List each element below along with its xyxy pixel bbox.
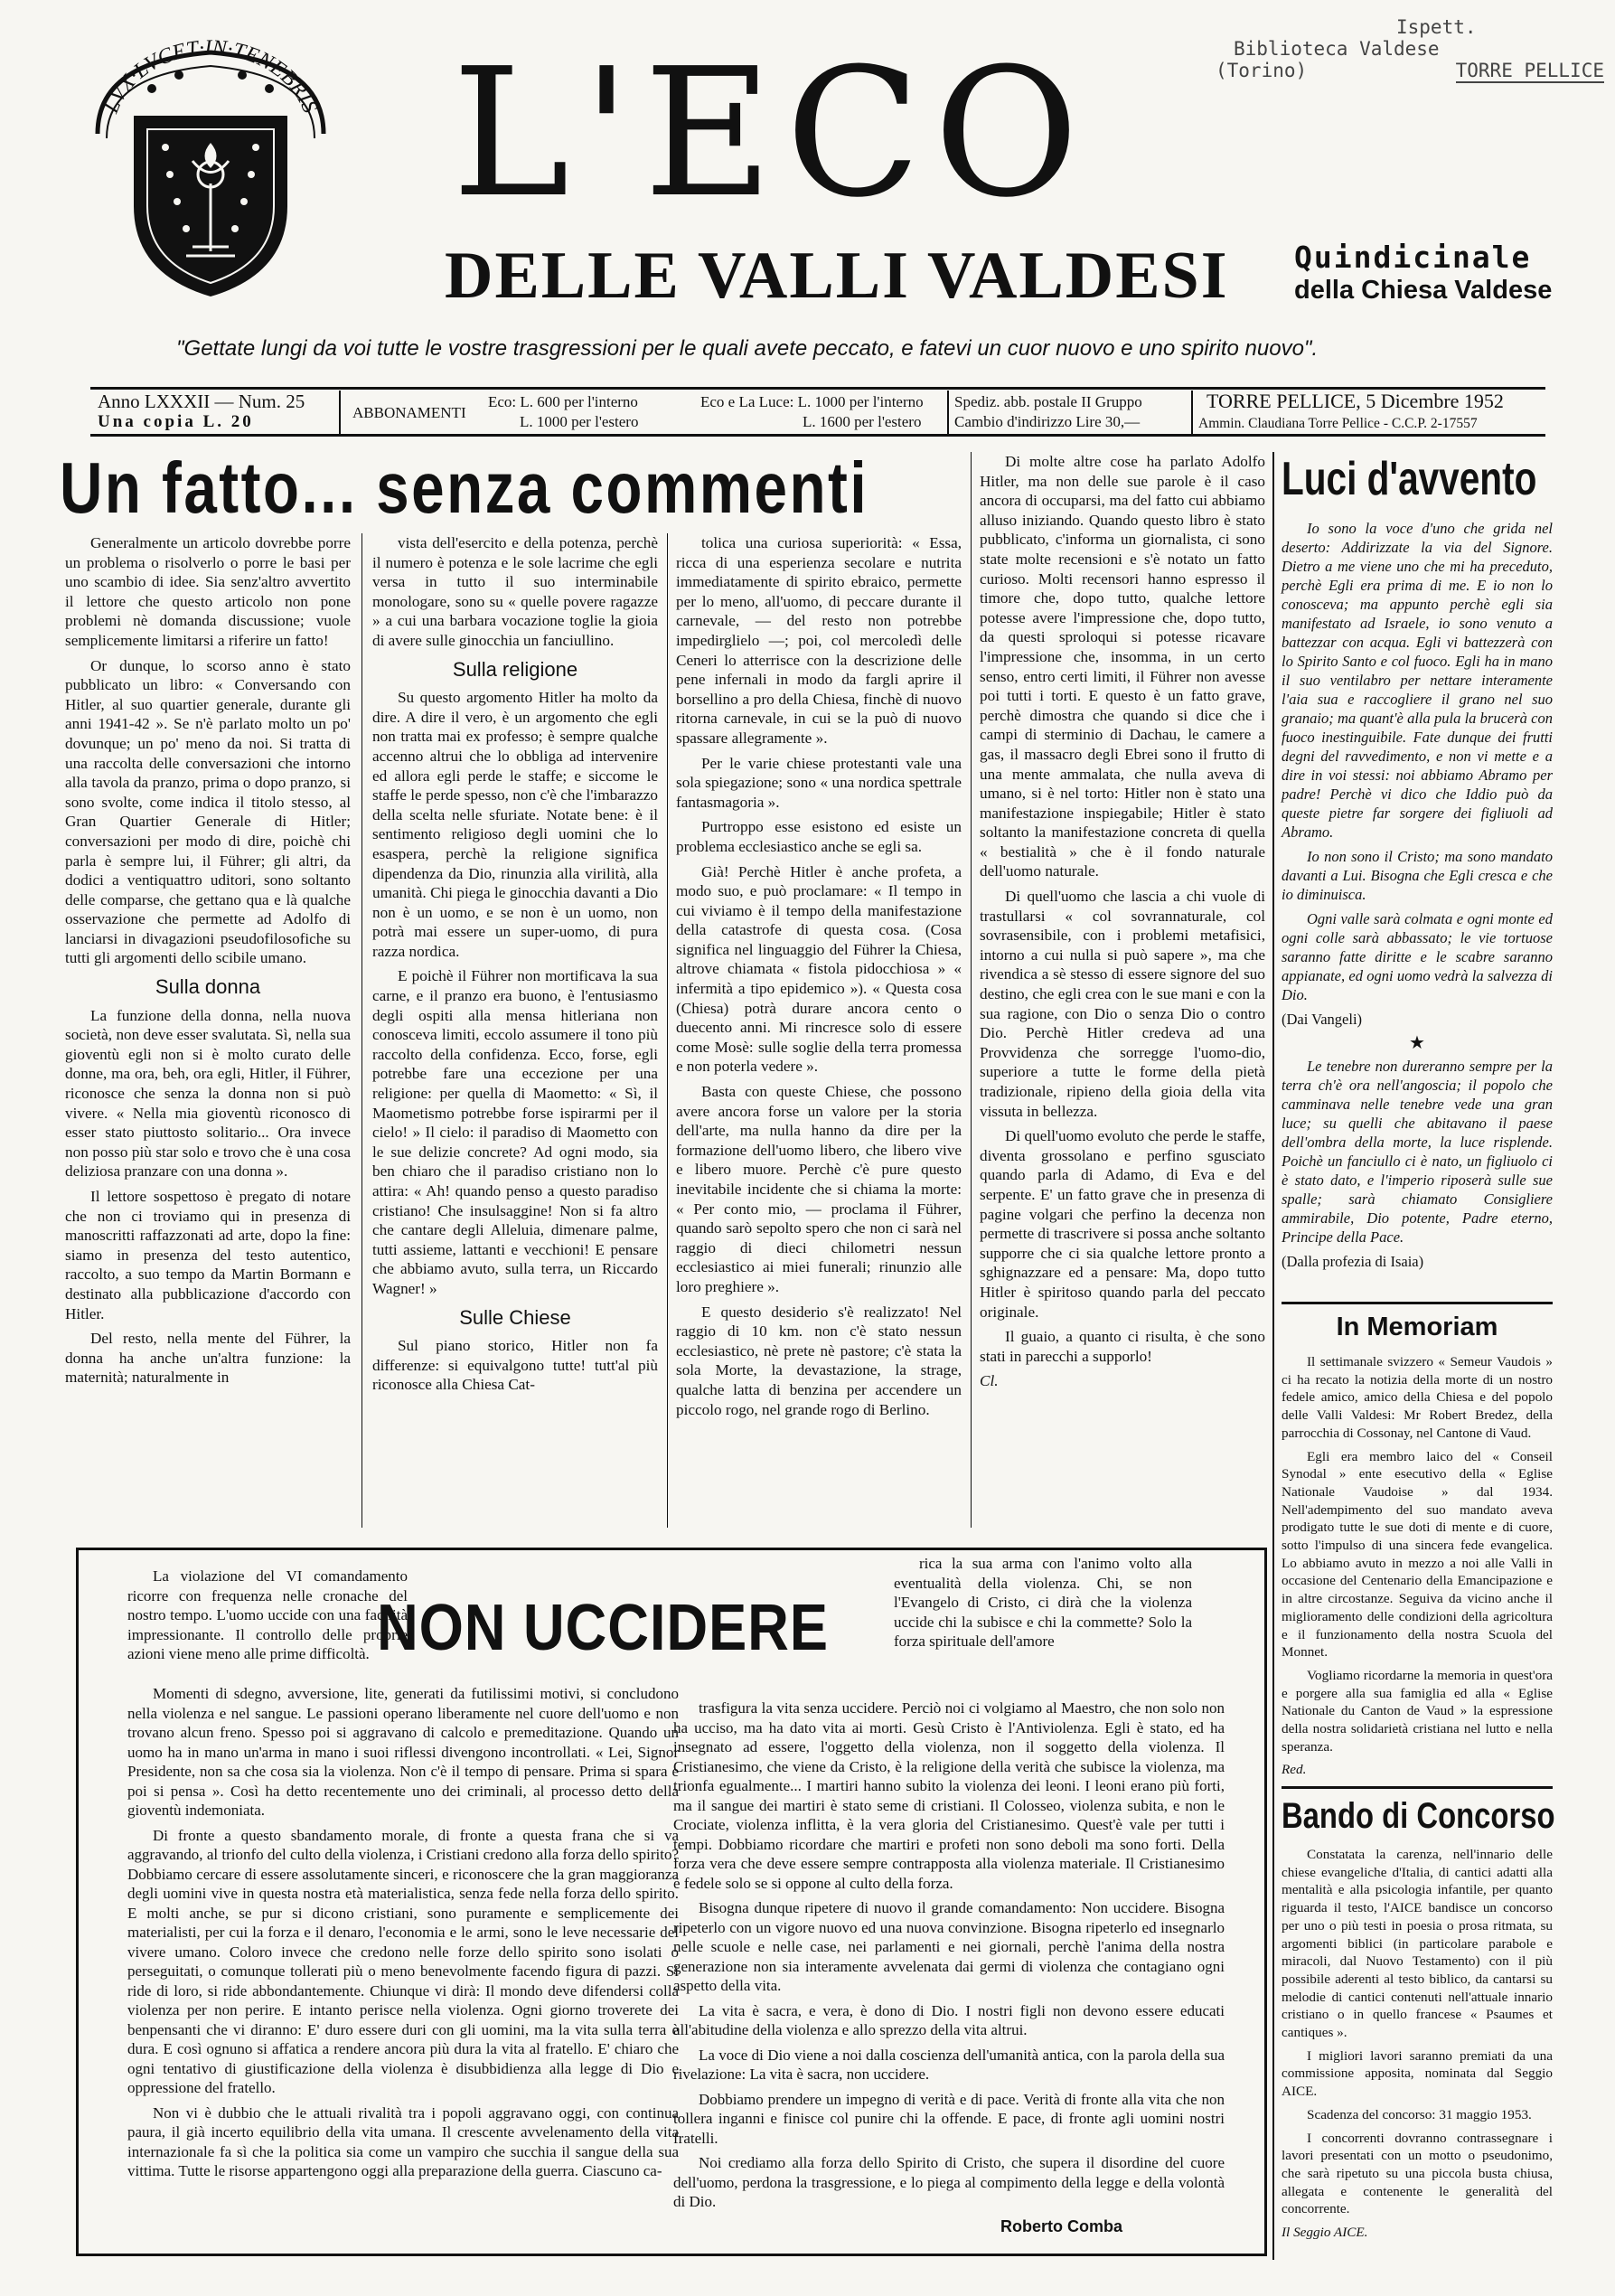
- article-column-4: [980, 452, 1265, 1532]
- bando-headline: Bando di Concorso: [1282, 1796, 1555, 1836]
- uccidere-headline: NON UCCIDERE: [377, 1592, 829, 1664]
- copy-price: Una copia L. 20: [98, 412, 254, 431]
- col2c-paragraphs: [372, 1336, 658, 1395]
- memoriam-signature: Red.: [1282, 1762, 1307, 1778]
- publisher-label: della Chiesa Valdese: [1294, 276, 1553, 305]
- article-column-2: [372, 533, 658, 1532]
- star-divider-icon: ★: [1409, 1033, 1425, 1053]
- candle-emblem-icon: [80, 25, 342, 306]
- luci-source-1: (Dai Vangeli): [1282, 1011, 1363, 1028]
- article-headline: Un fatto... senza commenti: [60, 447, 869, 528]
- paragraph: Or dunque, lo scorso anno è stato pubblicato un libro: « Conversando con Hitler, al suo quartier generale, durante gli anni 1941-42 ». Se n'è parlato molto un po' dovunque; un po' meno da noi. Si tratta di una raccolta delle conversazioni che intorno alla tavola da pranzo, prima o dopo pranzo, si sono svolte, come indica il titolo stesso, al Gran Quartier Generale di Hitler; conversazioni per modo di dire, poichè chi parla è sempre lui, il Führer; gli altri, da dodici a ventiquattro uditori, sono soltanto delle comparse, che gettano qua e là qualche osservazione che permette ad Adolfo di lanciarsi in divagazioni pseudofilosofiche su tutti gli argomenti dello scibile umano.: [65, 656, 351, 967]
- paragraph: I migliori lavori saranno premiati da una commissione apposita, nominata dal Seggio AICE.: [1282, 2047, 1553, 2100]
- paragraph: Generalmente un articolo dovrebbe porre un problema o risolverlo o porre le basi per uno scambio di idee. Sia senz'altro avvertito il lettore che questo articolo non pone problemi nè domanda discussione; vuole semplicemente limitarsi a riferire un fatto!: [65, 534, 351, 649]
- info-bar: [90, 391, 1545, 434]
- subheading-chiese: Sulle Chiese: [459, 1305, 571, 1329]
- article-column-1: [65, 533, 351, 1532]
- paragraph: Sul piano storico, Hitler non fa differenze: si equivalgono tutte! tutt'al più riconosce alla Chiesa Cat-: [372, 1337, 658, 1394]
- luci-text-2: [1282, 1057, 1553, 1247]
- issue-number: Anno LXXXII — Num. 25: [98, 391, 305, 412]
- paragraph: Di quell'uomo evoluto che perde le staffe, diventa grossolano e perfino sgusciato quando parla di Adamo, di Eva e del serpente. E' un fatto grave che in presenza di pagine volgari che perfino la decenza non permette di trascrivere si possa anche soltanto supporre che ci sia qualche lettore pronto a sghignazzare ed a pensare: Ma, dopo tutto Hitler è spiritoso quando parla del peccato originale.: [980, 1127, 1265, 1321]
- paragraph: Noi crediamo alla forza dello Spirito di Cristo, che supera il disordine del cuore dell'uomo, perdona la trasgressione, e lo piega al compimento della legge e della volontà di Dio.: [673, 2154, 1225, 2210]
- stamp-line-3: (Torino): [1216, 60, 1308, 81]
- paragraph: Basta con queste Chiese, che possono avere ancora forse un valore per la storia dell'arte, ma nulla hanno da dire per la formazione dell'uomo libero, che libero vive e libero muore. Perchè c'è pure questo inevitabile incidente che si chiama la morte: « Per conto mio, — proclama il Führer, quando sarò sepolto spero che non ci sarà nel raggio di dieci chilometri nessun ecclesiastico ai miei funerali; rinunzio alle loro preghiere ».: [676, 1083, 962, 1295]
- paragraph: La voce di Dio viene a noi dalla coscienza dell'umanità antica, con la parola della sua rivelazione: La vita è sacra, non uccidere.: [673, 2046, 1225, 2083]
- paragraph: Momenti di sdegno, avversione, lite, generati da futilissimi motivi, si concludono nella violenza e nel sangue. Le passioni operano liberamente nel cuore dell'uomo e non trovano alcun freno. Spesso poi si aggravano di calcolo e premeditazione. Quando un uomo ha in mano un'arma in mano i suoi riflessi divengono incontrollati. « Lei, Signor Presidente, non sa che cosa sia la violenza. Non c'è il tempo di pensare. Prima si spara e poi si pensa ». Così ha detto recentemente uno dei criminali, al processo detto della gioventù indemoniata.: [127, 1685, 679, 1819]
- uccidere-signature: Roberto Comba: [1000, 2217, 1122, 2235]
- uccidere-right-column: [673, 1698, 1225, 2210]
- uccidere-headline-box: [377, 1586, 847, 1670]
- paragraph: Scadenza del concorso: 31 maggio 1953.: [1307, 2106, 1532, 2122]
- postal-shipping: Spediz. abb. postale II Gruppo: [954, 393, 1142, 410]
- col3-paragraphs: [676, 533, 962, 1419]
- col2b-paragraphs: [372, 688, 658, 1298]
- memoriam-headline: In Memoriam: [1336, 1313, 1498, 1341]
- luce-foreign-price: L. 1600 per l'estero: [803, 413, 922, 430]
- subheading-religione: Sulla religione: [452, 657, 578, 681]
- uccidere-box: [76, 1548, 1267, 2256]
- col1-paragraphs: [65, 533, 351, 968]
- emblem-logo: [80, 25, 342, 306]
- paragraph: Di fronte a questo sbandamento morale, di fronte a questa frana che si va aggravando, al trionfo del culto della violenza, i Cristiani credono alla forza dello spirito? Dobbiamo cercare di essere assolutamente sinceri, e riconoscere che la gran maggioranza degli uomini vive in questa nostra età materialistica, senza fede nella forza dello spirito. E molti anche, se pur si dicono cristiani, sono puramente e semplicemente dei materialisti, per cui la forza e il denaro, l'economia e le armi, sono le leve necessarie del vivere umano. Coloro invece che credono nelle forze dello spirito sono isolati o perseguitati, o comunque tollerati più o meno benevolmente facendo figura di pazzi. Si ride di loro, si ride abbondantemente. Chiunque vi dirà: Il mondo deve difendersi colla violenza per non perire. E intanto perisce nella violenza. Ogni giorno troverete dei benpensanti che vi diranno: E' duro essere duri con gli uomini, ma la vita sulla terra è dura. E così ognuno si affatica a rendere ancora più dura la vita al fratello. E' chiaro che ogni tentativo di giustificazione della violenza è disubbidienza alla legge di Dio e oppressione del fratello.: [127, 1826, 679, 2096]
- paragraph: Dobbiamo prendere un impegno di verità e di pace. Verità di fronte alla vita che non tollera inganni e finisce col punire chi la offende. E pace, di fronte agli uomini nostri fratelli.: [673, 2090, 1225, 2147]
- paragraph: vista dell'esercito e della potenza, perchè il numero è potenza e le sole lacrime che egli versa in tutto il suo interminabile monologare, sono su « quelle povere ragazze » a cui una barbara vocazione toglie la gioia di avere sulle ginocchia un fanciullino.: [372, 534, 658, 649]
- paragraph: Le tenebre non dureranno sempre per la terra ch'è ora nell'angoscia; il popolo che camminava nelle tenebre vede una gran luce; su quelli che abitavano il paese dell'ombra della morte, la luce risplende. Poichè un fanciullo ci è nato, un figliuolo ci è stato dato, e l'imperio riposerà sulle sue spalle; sarà chiamato Consigliere ammirabile, Dio potente, Padre eterno, Principe della Pace.: [1282, 1058, 1553, 1246]
- uccidere-left-column: [127, 1684, 679, 2244]
- stamp-city: TORRE PELLICE: [1455, 60, 1604, 81]
- bando-section: [1282, 1795, 1553, 2283]
- motto-text: LVX·LVCET·IN·TENEBRIS: [99, 36, 322, 117]
- address-change: Cambio d'indirizzo Lire 30,—: [954, 413, 1141, 430]
- subscriptions-label: ABBONAMENTI: [352, 404, 466, 421]
- memoriam-section: [1282, 1313, 1553, 1783]
- paragraph: Egli era membro laico del « Conseil Synodal » ente esecutivo della « Eglise Nationale Vaudoise » dal 1934. Nell'adempimento del suo mandato aveva prodigato tutte le sue doti di mente e di cuore, sotto l'impulso di una sincera fede evangelica. Lo abbiamo avuto in mezzo a noi alle Valli in occasione del Centenario della Emancipazione e in altre circostanze. Seguiva da vicino anche il miglioramento delle condizioni della agricoltura e il funzionamento della nostra Scuola del Monnet.: [1282, 1448, 1553, 1661]
- paragraph: Di molte altre cose ha parlato Adolfo Hitler, ma non delle sue parole è il caso ancora di occuparsi, ma del fatto cui abbiamo alluso iniziando. Quando questo libro è stato pubblicato, c'informa un giornalista, ci sono state molte recensioni e s'è notato un fatto curioso. Molti recensori hanno espresso il timore che, dopo tutto, qualche lettore potesse avere l'impressione che, dopo tutto, da questi sproloqui si potesse ricavare l'impressione che, insomma, in un certo senso, entro certi limiti, il Führer non avesse poi tutti i torti. E questo è un fatto grave, perchè dimostra che quando si dice che i campi di sterminio di Dachau, le camere a gas, il massacro degli Ebrei sono il frutto di una mente ammalata, che nulla aveva di umano, si è nel torto: Hitler non è stato una manifestazione inspiegabile; Hitler è stato soltanto la manifestazione concreta di quella « bestialità » che è il fondo naturale dell'uomo naturale.: [980, 453, 1265, 880]
- paragraph: Bisogna dunque ripetere di nuovo il grande comandamento: Non uccidere. Bisogna ripeterlo con un vigore nuovo ed una nuova convinzione. Bisogna ripeterlo ed insegnarlo nelle scuole e nelle case, nei parlamenti e nei giornali, perchè l'anima della nostra generazione non sia interamente avvelenata dai germi di violenza che contagiano ogni aspetto della vita.: [673, 1899, 1225, 1994]
- col2-paragraphs: [372, 533, 658, 651]
- paragraph: Vogliamo ricordarne la memoria in quest'ora e porgere alla sua famiglia ed alla « Eglise Nationale du Canton de Vaud » la espressione della nostra solidarietà cristiana nel lutto e nella speranza.: [1282, 1667, 1553, 1755]
- paragraph: Già! Perchè Hitler è anche profeta, a modo suo, e può proclamare: « Il tempo in cui viviamo è il tempo della manifestazione della catastrofe di questa cosa. (Cosa significa nel linguaggio del Führer la Chiesa, altrove chiamata « fistola pidocchiosa » « infermità a tipo epidemico »). « Questa cosa (Chiesa) potrà durare ancora cento o duecento anni. Mi rincresce solo di essere come Mosè: sulle soglie della terra promessa e non poterla vedere ».: [676, 862, 962, 1076]
- uccidere-right-top: rica la sua arma con l'animo volto alla eventualità della violenza. Chi, se non l'Evangelo di Cristo, ci dirà che la violenza uccide chi la subisce e chi la commette? Solo la forza spirituale dell'amore: [894, 1555, 1192, 1651]
- paragraph: E questo desiderio s'è realizzato! Nel raggio di 10 km. non c'è stato nessun ecclesiastico, nè prete nè pastore; c'è stata la sola Morte, la devastazione, la strage, qualche latta di benzina per accendere un piccolo rogo, nel grande rogo di Berlino.: [676, 1303, 962, 1418]
- subheading-donna: Sulla donna: [155, 975, 261, 999]
- paragraph: Constatata la carenza, nell'innario delle chiese evangeliche d'Italia, di cantici adatti alla mentalità e alla psicologia infantile, per quanto riguarda il testo, l'AICE bandisce un concorso per uno o più testi in poesia o prosa ritmata, su argomenti biblici (in particolare parabole e miracoli, dal Nuovo Testamento) con il più possibile aderenti al testo biblico, da cantarsi su melodie di cantici contenuti nell'attuale innario cristiano o in quello francese « Psaumes et cantiques ».: [1282, 1847, 1553, 2041]
- eco-foreign-price: L. 1000 per l'estero: [520, 413, 639, 430]
- frequency-label: Quindicinale: [1294, 240, 1532, 275]
- svg-text:LVX·LVCET·IN·TENEBRIS: [99, 36, 322, 118]
- paragraph: Il settimanale svizzero « Semeur Vaudois » ci ha recato la notizia della morte di un nostro fedele amico, amico della Chiesa e del popolo delle Valli Valdesi: Mr Robert Bredez, della parrocchia di Cossonay, nel Cantone di Vaud.: [1282, 1354, 1553, 1441]
- paragraph: E poichè il Führer non mortificava la sua carne, e il pranzo era buono, è l'entusiasmo degli ospiti alla mensa hitleriana non conosceva limiti, eccolo assumere il tono più raccolto della confidenza. Ecco, forse, egli potrebbe fare una eccezione per una religione: per quella di Maometto: « Sì, il Maometismo potrebbe forse ispirarmi per il cielo! » Il cielo: il paradiso di Maometto con le sue delizie concrete? Ad ogni modo, sia ben chiaro che il paradiso cristiano non lo attira: « Ah! quando penso a questo paradiso cristiano! Che insulsaggine! Non si fa altro che cantare degli Alleluia, dimenare palme, tutti assieme, lattanti e vecchioni! E pensare che abbiamo avuto, sulla terra, un Riccardo Wagner! »: [372, 967, 658, 1297]
- issue-date: TORRE PELLICE, 5 Dicembre 1952: [1207, 390, 1504, 412]
- masthead-subtitle: DELLE VALLI VALDESI: [445, 239, 1229, 313]
- luci-headline: Luci d'avvento: [1282, 453, 1537, 505]
- paragraph: trasfigura la vita senza uccidere. Perciò noi ci volgiamo al Maestro, che non solo non ha ucciso, ma ha dato vita ai morti. Gesù Cristo è l'Antiviolenza. Egli è stato, ed ha insegnato ad essere, l'oggetto della violenza, non il soggetto della violenza. Il Cristianesimo, che viene da Cristo, è la religione della verità che subisce la violenza, ma trionfa egualmente... I martiri hanno subito la violenza dei leoni. I leoni erano più forti, ma il sangue dei martiri è stato seme di cristiani. Il Colosseo, violenza subita, e non le Crociate, violenza inflitta, è la vera gloria del Cristianesimo. Quest'è vale per tutti i tempi. Dobbiamo ricordare che martiri e profeti non sono deboli ma sono forti. Della forza vera che deve essere sempre contrapposta alla violenza materiale. Il Cristianesimo è fedele solo se si oppone al culto della forza.: [673, 1699, 1225, 1892]
- paragraph: Su questo argomento Hitler ha molto da dire. A dire il vero, è un argomento che egli non tratta mai ex professo; è sempre qualche accenno altrui che lo obbliga ad intervenire ed allora egli perde le staffe; e siccome le staffe le perde spesso, non c'è che l'imbarazzo della scelta nelle sfuriate. Notate bene: è il sentimento religioso degli uomini che lo esaspera, perchè la religione significa dipendenza da Dio, rinunzia alla virilità, alla umanità. Chi piega le ginocchia davanti a Dio non è un uomo, e se non è un uomo, non potrà mai essere un super-uomo, di pura razza nordica.: [372, 689, 658, 960]
- stamp-line-2: Biblioteca Valdese: [1234, 38, 1440, 60]
- bando-text: [1282, 1846, 1553, 2218]
- paragraph: Per le varie chiese protestanti vale una sola spiegazione; sono « una nordica spettrale fantasmagoria ».: [676, 754, 962, 811]
- paragraph: Purtroppo esse esistono ed esiste un problema ecclesiastico anche se egli sa.: [676, 818, 962, 855]
- luci-source-2: (Dalla profezia di Isaia): [1282, 1253, 1424, 1270]
- bando-signature: Il Seggio AICE.: [1282, 2225, 1368, 2241]
- administration: Ammin. Claudiana Torre Pellice - C.C.P. 2-17557: [1198, 416, 1478, 431]
- col4-paragraphs: [980, 452, 1265, 1366]
- eco-domestic-price: Eco: L. 600 per l'interno: [488, 393, 638, 410]
- luci-text-1: [1282, 519, 1553, 1004]
- luce-domestic-price: Eco e La Luce: L. 1000 per l'interno: [700, 393, 924, 410]
- paragraph: La funzione della donna, nella nuova società, non deve esser svalutata. Sì, nella sua gioventù egli non si è molto curato delle donne, ma ora, beh, ora egli, Hitler, il Führer, riconosce che senza la donna non si può vivere. « Nella mia gioventù riconosco di esser stato piuttosto solitario... Ora invece non posso più star solo e trovo che è una cosa deliziosa pranzare con una donna ».: [65, 1006, 351, 1181]
- paragraph: Non vi è dubbio che le attuali rivalità tra i popoli aggravano oggi, con continua paura, il già incerto equilibrio della vita umana. Il crescente avvelenamento della vita internazionale fa sì che la politica sia come un vampiro che succhia il sangue della sua vittima. Tutte le risorse appartengono oggi alla preparazione della guerra. Ciascuno ca-: [127, 2103, 679, 2179]
- stamp-line-1: Ispett.: [1396, 16, 1477, 38]
- paragraph: La vita è sacra, e vera, è dono di Dio. I nostri figli non devono essere educati all'abitudine della violenza e allo sprezzo della vita altrui.: [673, 2001, 1225, 2038]
- paragraph: Ogni valle sarà colmata e ogni monte ed ogni colle sarà abbassato; le vie tortuose saranno fatte diritte e le scabre saranno appianate, ed ogni uomo vedrà la salvezza di Dio.: [1282, 910, 1553, 1003]
- paragraph: Di quell'uomo che lascia a chi vuole di trastullarsi « col sovrannaturale, col sovrasensibile, con i problemi metafisici, intorno a cui nulla si può sapere », ma che rivendica a sè stesso di essere signore del suo destino, che egli crea con le sue mani e con la sua ragione, con Dio o senza Dio o contro Dio. Perchè Hitler credeva ad una Provvidenza che sorregge l'uomo-dio, superiore a tutte le forme della pietà tradizionale, ripieno della gioia della vita vissuta in bellezza.: [980, 888, 1265, 1120]
- paragraph: Io non sono il Cristo; ma sono mandato davanti a Lui. Bisogna che Egli cresca e che io diminuisca.: [1282, 848, 1553, 903]
- uccidere-intro: La violazione del VI comandamento ricorre con frequenza nelle cronache del nostro tempo. L'uomo uccide con una facilità impressionante. Il controllo delle proprie azioni viene meno alle prime difficoltà.: [127, 1567, 408, 1663]
- paragraph: Il lettore sospettoso è pregato di notare che non ci troviamo qui in presenza di manoscritti raffazzonati ad arte, dopo la fine: siamo in presenza del testo autentico, raccolto, a suo tempo da Martin Bormann e destinato alla pubblicazione d'accordo con Hitler.: [65, 1188, 351, 1322]
- article-column-3: [676, 533, 962, 1532]
- paragraph: Il guaio, a quanto ci risulta, è che sono stati in parecchi a supporlo!: [980, 1328, 1265, 1365]
- epigraph: "Gettate lungi da voi tutte le vostre trasgressioni per le quali avete peccato, e fatevi un cuor nuovo e uno spirito nuovo".: [176, 336, 1319, 361]
- paragraph: Del resto, nella mente del Führer, la donna ha anche un'altra funzione: la maternità; naturalmente in: [65, 1330, 351, 1387]
- paragraph: Io sono la voce d'uno che grida nel deserto: Addirizzate la via del Signore. Dietro a me viene uno che mi ha preceduto, perchè Egli era prima di me. E io non lo conosceva; ma appunto perchè egli sia manifestato ad Israele, io sono venuto a battezzar con acqua. Egli vi battezzerà con lo Spirito Santo e col fuoco. Egli ha in mano il suo ventilabro per nettare interamente l'aia sua e raccogliere il grano nel suo granaio; ma quant'è alla pula la brucerà con fuoco inestinguibile. Fate dunque dei frutti degni del ravvedimento, e non vi mette e a dire in voi stessi: noi abbiamo Abramo per padre! Perchè vi dico che Iddio può da queste pietre far sorgere dei figliuoli ad Abramo.: [1282, 520, 1553, 841]
- col1b-paragraphs: [65, 1006, 351, 1388]
- article-signature: Cl.: [980, 1372, 999, 1390]
- paragraph: I concorrenti dovranno contrassegnare i lavori presentati con un motto o pseudonimo, che sarà ripetuto su una piccola busta chiusa, allegata e contenente le generalità del concorrente.: [1282, 2130, 1553, 2217]
- luci-section: [1282, 452, 1553, 1302]
- library-stamp: [1216, 16, 1604, 83]
- paragraph: tolica una curiosa superiorità: « Essa, ricca di una esperienza secolare e nutrita immediatamente di spirito ebraico, permette per lo meno, all'uomo, di peccare durante il carnevale, — del resto non potrebbe impedirglielo —; poi, col mercoledì delle Ceneri lo atterrisce con la descrizione delle pene infernali in modo da fargli aprire il borsellino a pro della Chiesa, finchè di nuovo ritorna carnevale, in cui se la può di nuovo spassare allegramente ».: [676, 534, 962, 747]
- memoriam-text: [1282, 1353, 1553, 1755]
- masthead-title: L'ECO: [452, 31, 1092, 237]
